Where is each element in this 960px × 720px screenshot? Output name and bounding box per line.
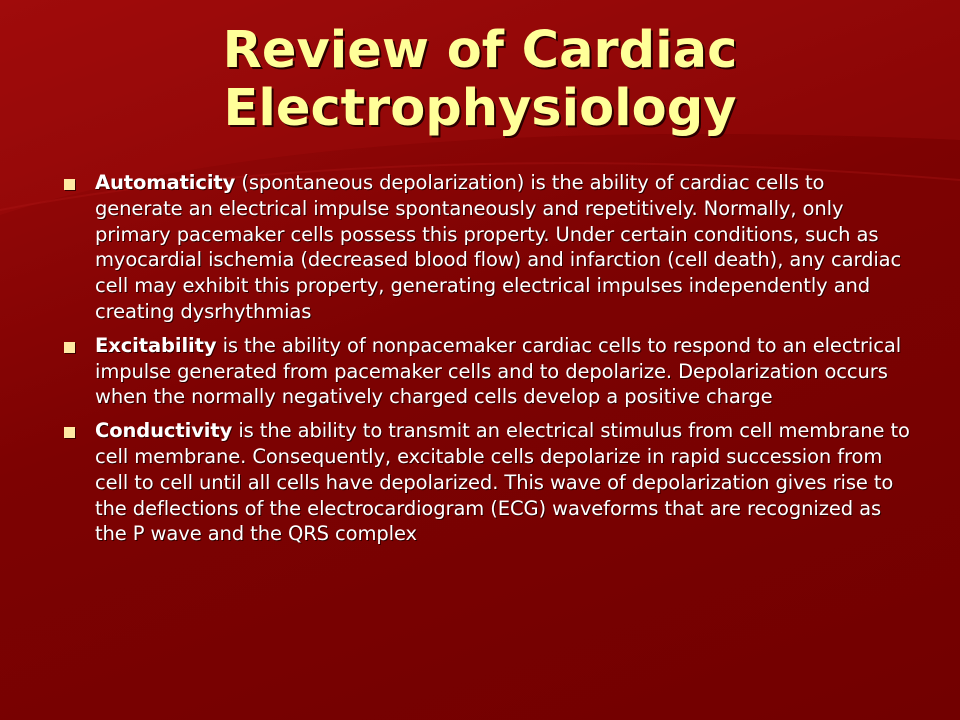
bullet-text: is the ability to transmit an electrical stimulus from cell membrane to cell membrane. Consequently, excitable cells depolarize in rapid succession from cell to cell until all cells have depolarized. This wave of depolarization gives rise to the deflections of the electrocardiogram (ECG) waveforms that are recognized as the P wave and the QRS complex	[95, 419, 910, 546]
slide-title	[0, 22, 960, 138]
bullet-list	[60, 170, 910, 555]
title-line-1: Review of Cardiac	[222, 21, 738, 80]
bullet-automaticity	[60, 170, 910, 325]
title-line-2: Electrophysiology	[223, 79, 737, 138]
bullet-excitability	[60, 333, 910, 410]
square-bullet-icon	[64, 342, 75, 353]
square-bullet-icon	[64, 427, 75, 438]
bullet-term: Conductivity	[95, 419, 233, 443]
bullet-text: (spontaneous depolarization) is the ability of cardiac cells to generate an electrical impulse spontaneously and repetitively. Normally, only primary pacemaker cells possess this property. Under certain conditions, such as myocardial ischemia (decreased blood flow) and infarction (cell death), any cardiac cell may exhibit this property, generating electrical impulses independently and creating dysrhythmias	[95, 171, 902, 323]
bullet-term: Excitability	[95, 333, 217, 357]
bullet-text: is the ability of nonpacemaker cardiac cells to respond to an electrical impulse generated from pacemaker cells and to depolarize. Depolarization occurs when the normally negatively charged cells develop a positive charge	[95, 333, 902, 409]
bullet-conductivity	[60, 418, 910, 547]
bullet-term: Automaticity	[95, 171, 236, 194]
square-bullet-icon	[64, 179, 75, 190]
